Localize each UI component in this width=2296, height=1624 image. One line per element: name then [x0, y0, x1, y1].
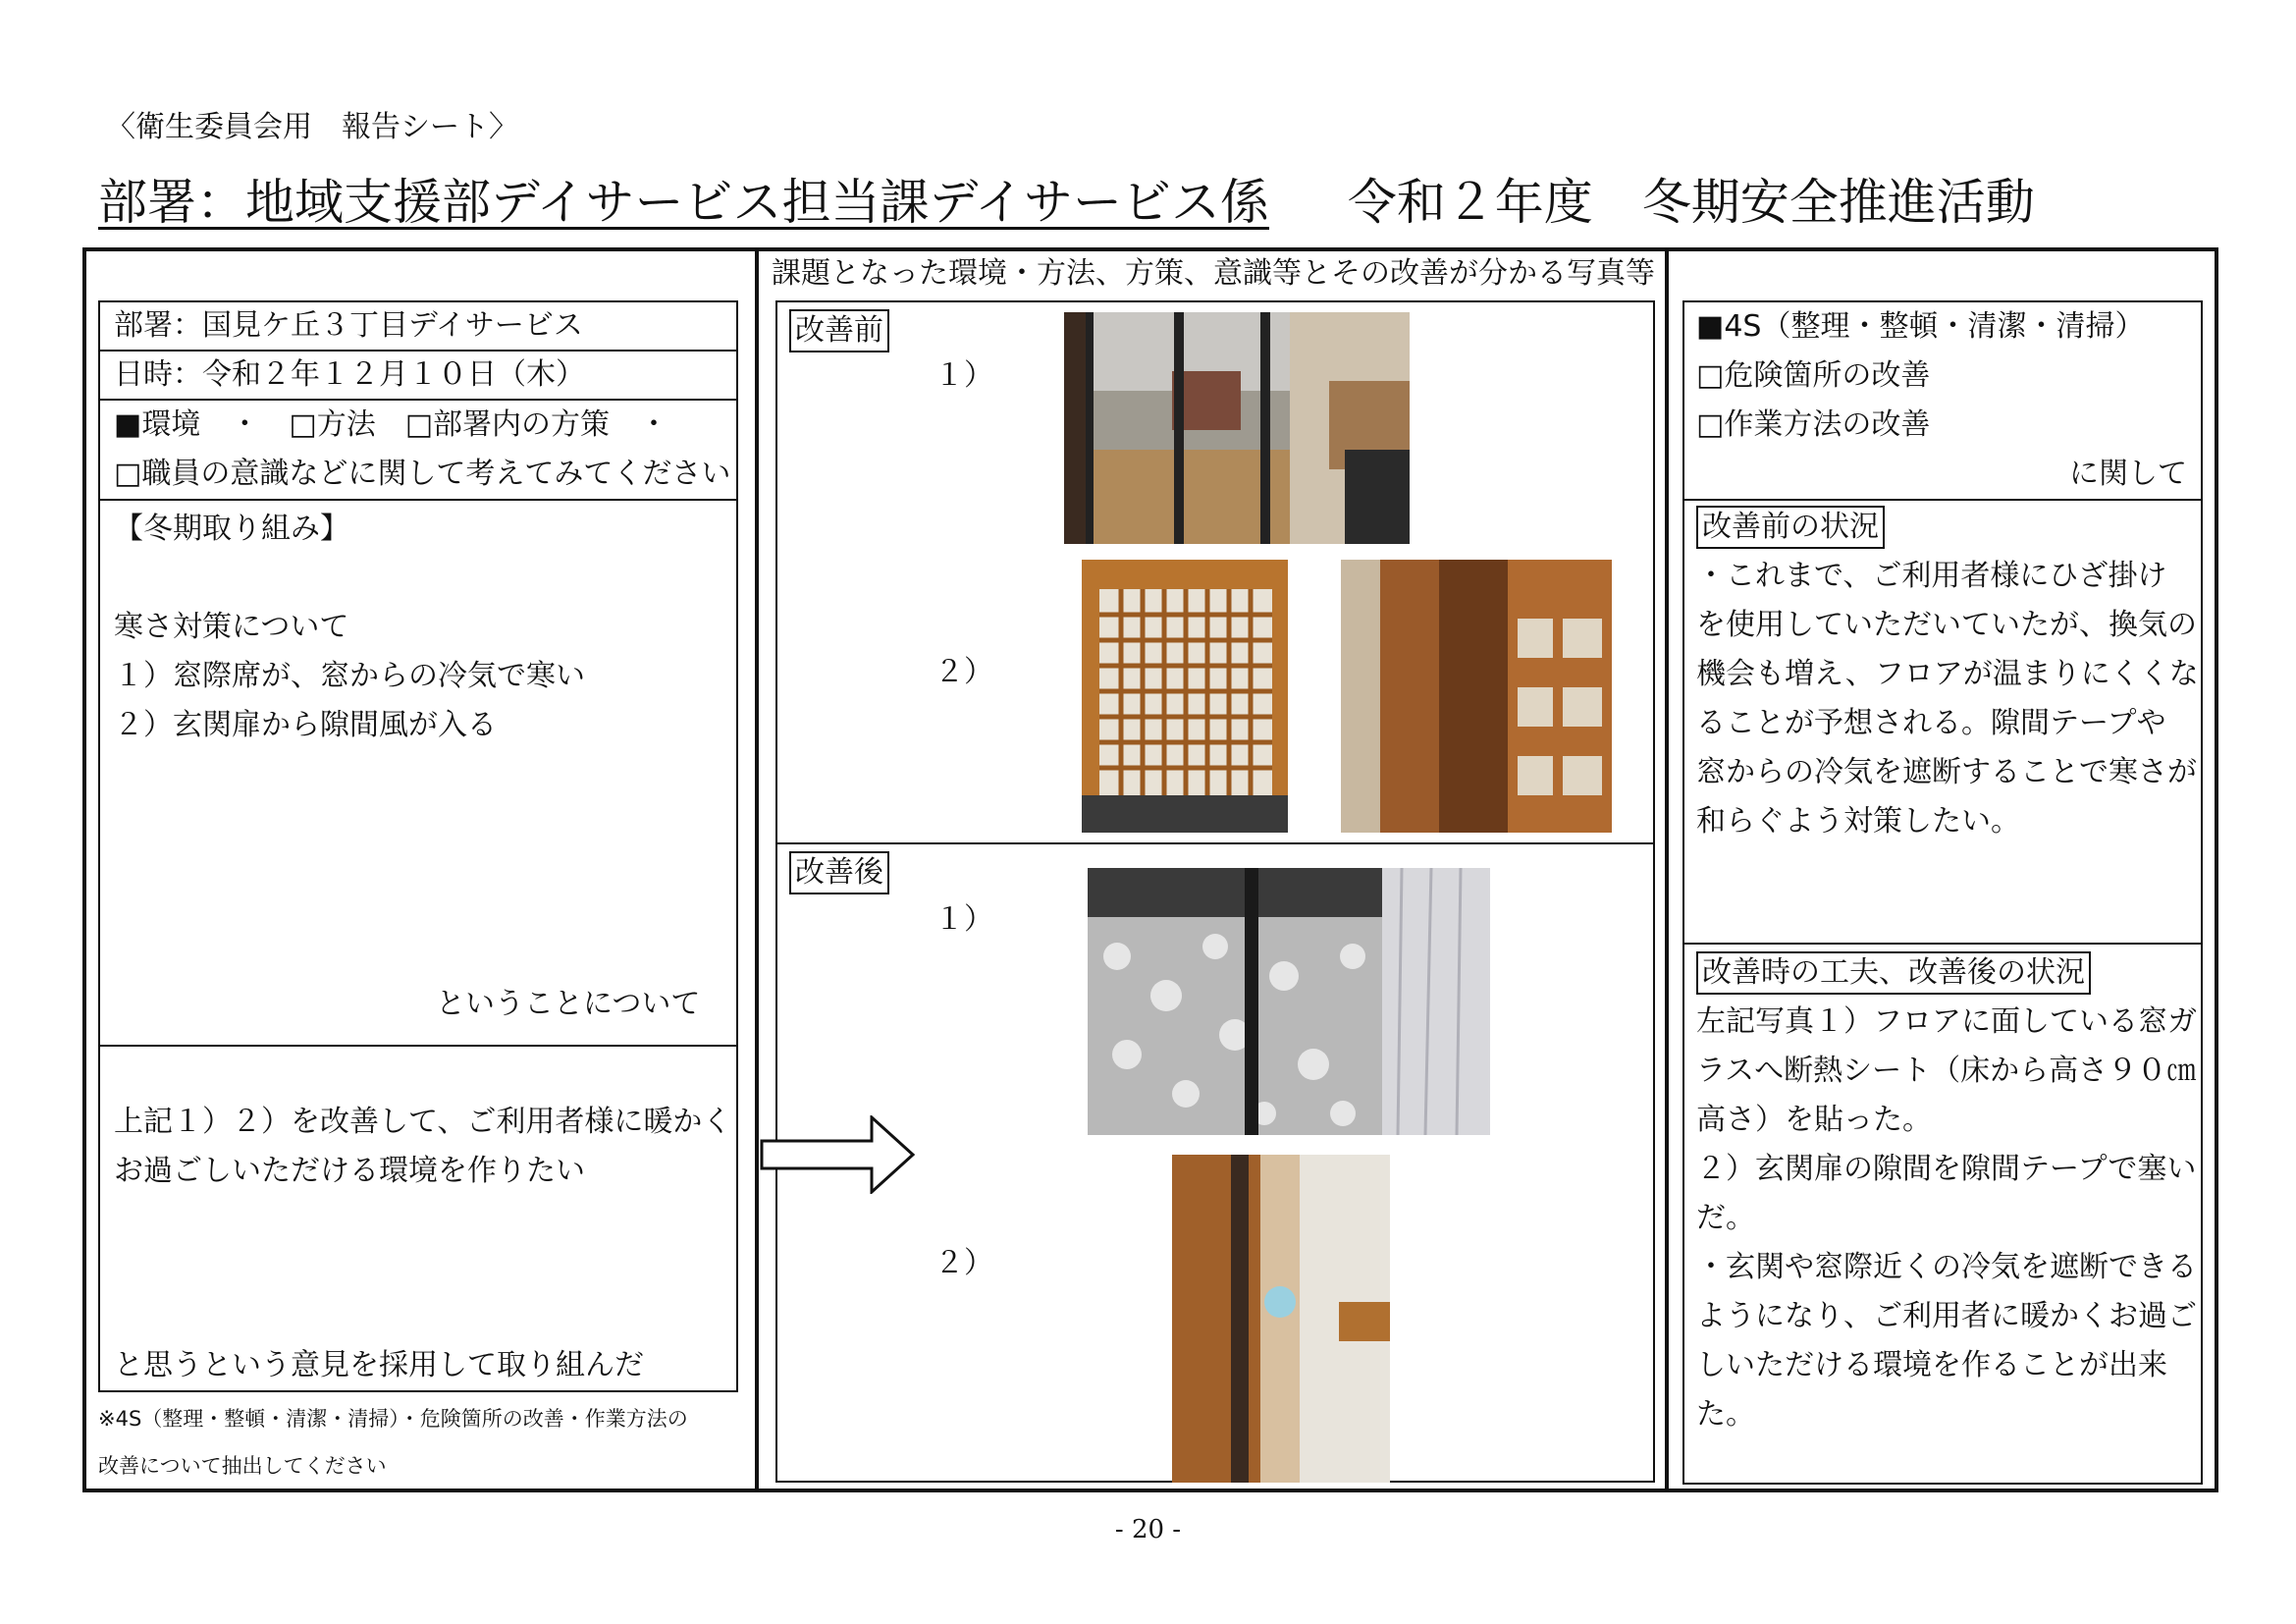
- after-situation-line: た。: [1696, 1397, 1755, 1432]
- photos-header: 課題となった環境・方法、方策、意識等とその改善が分かる写真等: [772, 256, 1655, 291]
- report-sheet-subtitle: 〈衛生委員会用 報告シート〉: [106, 110, 518, 144]
- category-line-1: ■環境 ・ □方法 □部署内の方策 ・: [114, 407, 669, 442]
- before-situation-line: ることが予想される。隙間テープや: [1696, 706, 2166, 740]
- window-photo-illustration: [1064, 312, 1410, 544]
- after-situation-heading: 改善時の工夫、改善後の状況: [1696, 951, 2091, 995]
- after-label: 改善後: [789, 851, 889, 894]
- issue-heading: 【冬期取り組み】: [114, 512, 349, 546]
- before-photo-door-front: [1082, 560, 1288, 833]
- category-checklist-box: [1682, 300, 2203, 501]
- issue-suffix: ということについて: [436, 987, 701, 1021]
- activity-title: 令和２年度 冬期安全推進活動: [1347, 174, 2035, 231]
- plan-suffix: と思うという意見を採用して取り組んだ: [114, 1348, 644, 1382]
- insulation-photo-illustration: [1088, 868, 1490, 1135]
- column-divider-left: [755, 249, 759, 1490]
- note-line-2: 改善について抽出してください: [98, 1454, 387, 1478]
- page-title: [98, 163, 2035, 234]
- category-4s: ■4S（整理・整頓・清潔・清掃）: [1696, 309, 2145, 344]
- before-situation-line: 窓からの冷気を遮断することで寒さが: [1696, 755, 2197, 789]
- after-situation-line: ラスへ断熱シート（床から高さ９０㎝: [1696, 1054, 2197, 1088]
- category-method: □作業方法の改善: [1696, 407, 1931, 442]
- after-situation-line: ２）玄関扉の隙間を隙間テープで塞い: [1696, 1152, 2197, 1186]
- before-item-1-label: １）: [934, 358, 993, 393]
- before-situation-line: 和らぐよう対策したい。: [1696, 804, 2020, 839]
- after-situation-line: ・玄関や窓際近くの冷気を遮断できる: [1696, 1250, 2197, 1284]
- before-label: 改善前: [789, 309, 889, 352]
- plan-box: [98, 1045, 738, 1392]
- before-item-2-label: ２）: [934, 655, 993, 689]
- before-situation-heading: 改善前の状況: [1696, 506, 1885, 549]
- column-divider-right: [1665, 249, 1669, 1490]
- door-photo-illustration: [1082, 560, 1288, 833]
- after-photo-door-tape: [1172, 1155, 1390, 1483]
- before-situation-line: ・これまで、ご利用者様にひざ掛け: [1696, 559, 2167, 593]
- before-photo-window: [1064, 312, 1410, 544]
- regarding-label: に関して: [2069, 457, 2187, 491]
- after-situation-line: 高さ）を貼った。: [1696, 1103, 1932, 1137]
- issue-item-2: ２）玄関扉から隙間風が入る: [114, 708, 497, 742]
- after-situation-box: [1682, 943, 2203, 1485]
- after-situation-line: しいただける環境を作ることが出来: [1696, 1348, 2167, 1382]
- door-tape-photo-illustration: [1172, 1155, 1390, 1483]
- after-item-2-label: ２）: [934, 1246, 993, 1280]
- after-situation-line: だ。: [1696, 1201, 1755, 1235]
- datetime-label: 日時：令和２年１２月１０日（木）: [114, 357, 585, 392]
- page-number: - 20 -: [1114, 1515, 1182, 1544]
- category-box: [98, 399, 738, 501]
- after-item-1-label: １）: [934, 902, 993, 937]
- after-photo-insulation-sheet: [1088, 868, 1490, 1135]
- after-label-wrap: [789, 848, 889, 897]
- issue-intro: 寒さ対策について: [114, 610, 349, 644]
- department-label: 部署：国見ケ丘３丁目デイサービス: [114, 308, 583, 343]
- after-situation-line: 左記写真１）フロアに面している窓ガ: [1696, 1004, 2197, 1039]
- note-line-1: ※4S（整理・整頓・清潔・清掃）・危険箇所の改善・作業方法の: [98, 1407, 688, 1431]
- category-line-2: □職員の意識などに関して考えてみてください: [114, 457, 731, 491]
- after-situation-line: ようになり、ご利用者に暖かくお過ご: [1696, 1299, 2197, 1333]
- plan-line-2: お過ごしいただける環境を作りたい: [114, 1154, 585, 1188]
- before-photo-door-side: [1341, 560, 1612, 833]
- before-label-wrap: [789, 306, 889, 355]
- department-box: [98, 300, 738, 352]
- datetime-box: [98, 350, 738, 401]
- before-situation-line: を使用していただいていたが、換気の: [1696, 608, 2197, 642]
- before-situation-line: 機会も増え、フロアが温まりにくくな: [1696, 657, 2199, 691]
- right-arrow-icon: [760, 1115, 917, 1194]
- door-side-photo-illustration: [1341, 560, 1612, 833]
- issue-box: [98, 499, 738, 1047]
- plan-line-1: 上記１）２）を改善して、ご利用者様に暖かく: [114, 1105, 732, 1139]
- category-danger: □危険箇所の改善: [1696, 358, 1931, 393]
- department-title: 部署：地域支援部デイサービス担当課デイサービス係: [98, 174, 1269, 231]
- before-situation-box: [1682, 499, 2203, 945]
- issue-item-1: １）窓際席が、窓からの冷気で寒い: [114, 659, 585, 693]
